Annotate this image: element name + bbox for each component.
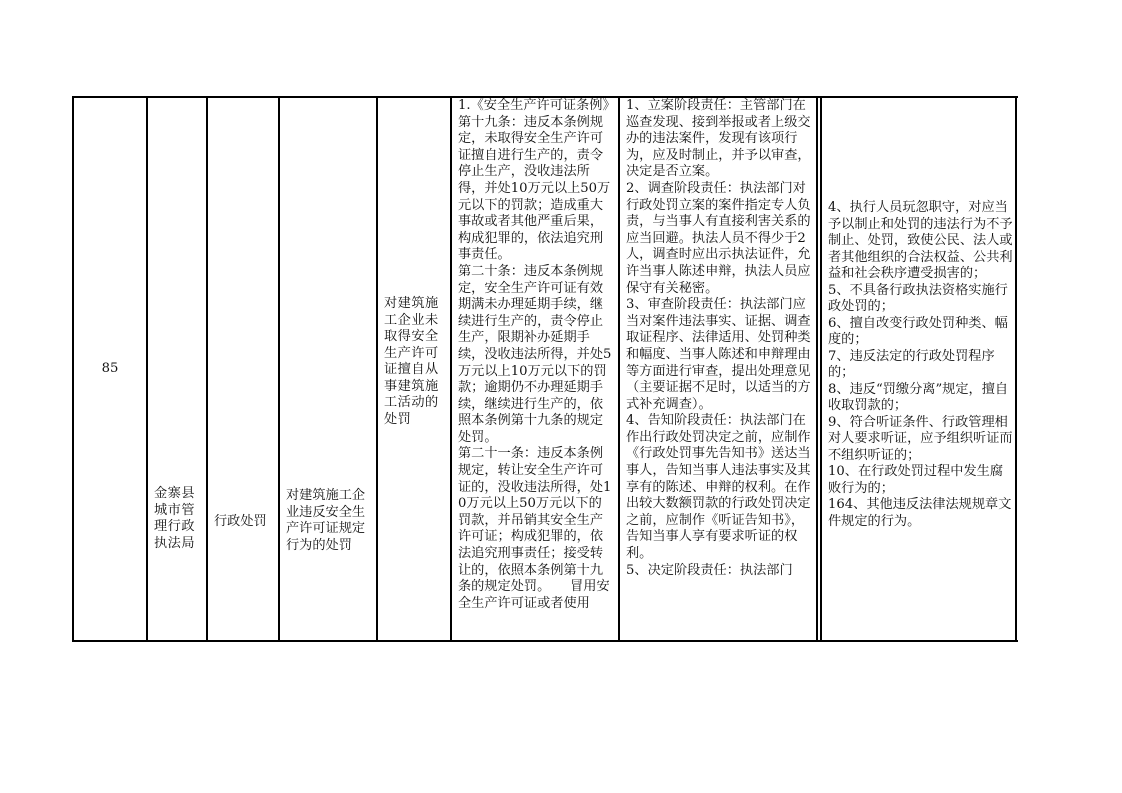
sub-item-name: 对建筑施工企业未取得安全生产许可证擅自从事建筑施工活动的处罚 (384, 296, 439, 427)
table-right-border (1015, 96, 1017, 642)
sub-item-cell (376, 96, 450, 642)
accountability-text: 4、执行人员玩忽职守，对应当予以制止和处罚的违法行为不予制止、处罚，致使公民、法人或者其他组织的合法权益、公共利益和社会秩序遭受损害的； 5、不具备行政执法资格实施行政处罚的； 6、擅自改变行政处罚种类、幅度的； 7、违反法定的行政处罚程序的； 8、违反“罚缴分离”规定，擅自收取罚款的； 9、符合听证条件、行政管理相对人要求听证，应予组织听证而不组织听证的； 10、在行政处罚过程中发生腐败行为的； 164、其他违反法律法规规章文件规定的行为。 (828, 200, 1013, 529)
table-bottom-border (72, 640, 1018, 642)
accountability-cell (820, 96, 1016, 642)
row-number-cell (72, 96, 146, 642)
item-name-cell (278, 96, 376, 642)
item-name: 对建筑施工企业违反安全生产许可证规定行为的处罚 (286, 488, 366, 553)
responsibility-text: 1、立案阶段责任：主管部门在巡查发现、接到举报或者上级交办的违法案件，发现有该项行为，应及时制止，并予以审查，决定是否立案。 2、调查阶段责任：执法部门对行政处罚立案的案件指定专人负责，与当事人有直接利害关系的应当回避。执法人员不得少于2人，调查时应出示执法证件，允许当事人陈述申辩，执法人员应保守有关秘密。 3、审查阶段责任：执法部门应当对案件违法事实、证据、调查取证程序、法律适用、处罚种类和幅度、当事人陈述和申辩理由等方面进行审查，提出处理意见（主要证据不足时，以适当的方式补充调查）。 4、告知阶段责任：执法部门在作出行政处罚决定之前，应制作《行政处罚事先告知书》送达当事人，告知当事人违法事实及其享有的陈述、申辩的权利。在作出较大数额罚款的行政处罚决定之前，应制作《听证告知书》，告知当事人享有要求听证的权利。 5、决定阶段责任：执法部门 (626, 98, 811, 578)
legal-basis-cell (450, 96, 618, 642)
category-cell (206, 96, 278, 642)
power-category: 行政处罚 (214, 514, 267, 529)
responsibility-cell (618, 96, 816, 642)
department-cell (146, 96, 206, 642)
enforcement-table (72, 96, 1018, 646)
legal-basis-text: 1.《安全生产许可证条例》第十九条：违反本条例规定，未取得安全生产许可证擅自进行生产的，责令停止生产，没收违法所得，并处10万元以上50万元以下的罚款；造成重大事故或者其他严重后果，构成犯罪的，依法追究刑事责任。 第二十条：违反本条例规定，安全生产许可证有效期满未办理延期手续，继续进行生产的，责令停止生产，限期补办延期手续，没收违法所得，并处5万元以上10万元以下的罚款；逾期仍不办理延期手续，继续进行生产的，依照本条例第十九条的规定处罚。 第二十一条：违反本条例规定，转让安全生产许可证的，没收违法所得，处10万元以上50万元以下的罚款，并吊销其安全生产许可证；构成犯罪的，依法追究刑事责任；接受转让的，依照本条例第十九条的规定处罚。 冒用安全生产许可证或者使用 (458, 98, 612, 611)
department-name: 金寨县城市管理行政执法局 (154, 486, 196, 551)
row-number: 85 (101, 360, 119, 376)
